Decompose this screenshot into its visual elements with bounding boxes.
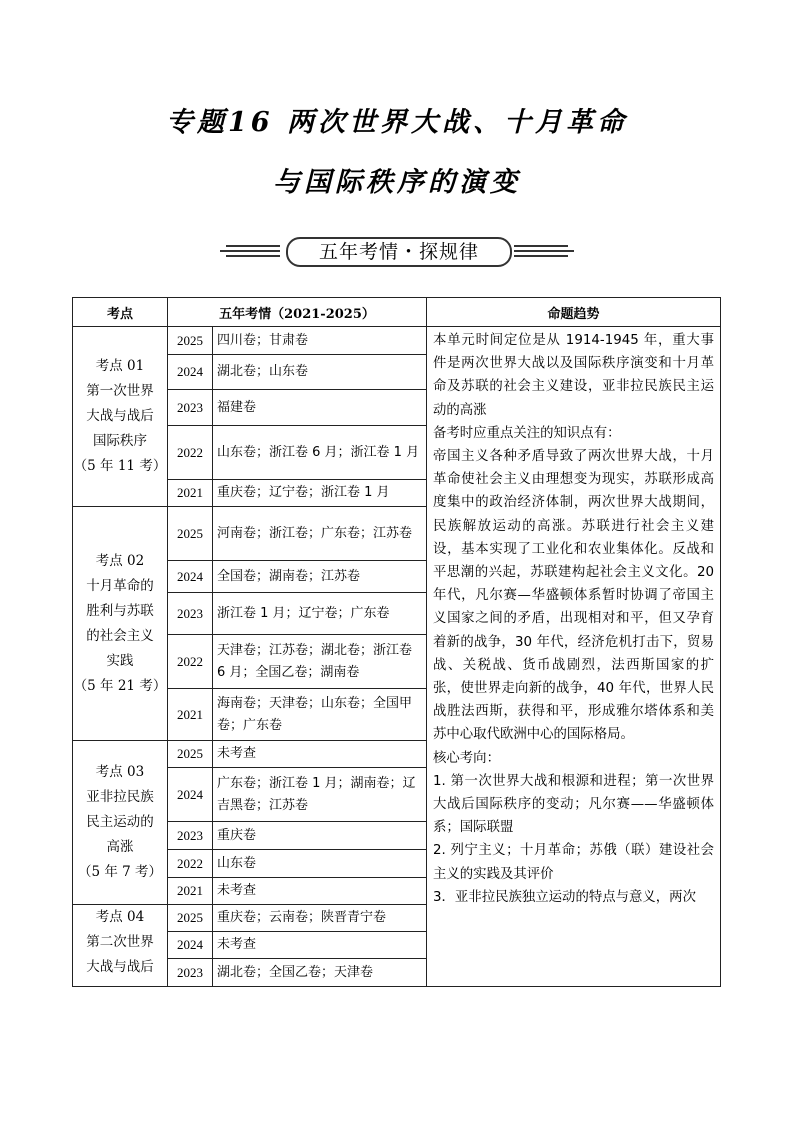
papers-cell: 四川卷；甘肃卷 [213,327,427,355]
trend-cell [427,327,721,987]
kaodian-kaodian: 考点 03 [95,764,145,780]
kaodian-name: 十月革命的 [86,577,154,594]
year-cell: 2021 [168,878,213,905]
trend-paragraph: 帝国主义各种矛盾导致了两次世界大战，十月革命使社会主义由理想变为现实，苏联形成高度集中的政治经济体制，两次世界大战期间，民族解放运动的高涨。苏联进行社会主义建设，基本实现了工业化和农业集体化。反战和平思潮的兴起，苏联建构起社会主义文化。20 年代，凡尔赛—华盛顿体系暂时协调了帝国主义国家之间的矛盾，出现相对和平，但又孕育着新的战争，30 年代，经济危机打击下，贸易战、关税战、货币战剧烈，法西斯国家的扩张，使世界走向新的战争，40 年代，世界人民战胜法西斯，获得和平，形成雅尔塔体系和美苏中心取代欧洲中心的国际格局。 [433,449,715,743]
trend-paragraph: 本单元时间定位是从 1914-1945 年，重大事件是两次世界大战以及国际秩序演变和十月革命及苏联的社会主义建设，亚非拉民族民主运动的高涨 [433,333,715,418]
kaodian-name: 第一次世界 [86,383,154,399]
year-cell: 2022 [168,850,213,878]
papers-cell: 湖北卷；全国乙卷；天津卷 [213,959,427,987]
trend-paragraph: 备考时应重点关注的知识点有： [433,425,621,441]
header-kaodian: 考点 [73,298,168,327]
kaodian-name: 民主运动的 [86,814,154,830]
year-cell: 2021 [168,480,213,507]
year-cell: 2022 [168,426,213,480]
page-title-line1: 专题16 两次世界大战、十月革命 [166,107,628,138]
year-cell: 2023 [168,822,213,850]
trend-paragraph: 1. 第一次世界大战和根源和进程；第一次世界大战后国际秩序的变动；凡尔赛——华盛顿体系；国际联盟 [433,773,715,836]
year-cell: 2024 [168,561,213,593]
papers-cell: 湖北卷；山东卷 [213,355,427,390]
table-row [73,327,721,355]
papers-cell: 重庆卷；云南卷；陕晋青宁卷 [213,905,427,932]
kaodian-name: 亚非拉民族 [86,789,154,805]
header-trend: 命题趋势 [427,298,721,327]
trend-paragraph: 2. 列宁主义；十月革命；苏俄（联）建设社会主义的实践及其评价 [433,843,715,882]
papers-cell: 未考查 [213,878,427,905]
papers-cell: 山东卷；浙江卷 6 月；浙江卷 1 月 [213,426,427,480]
kaodian-name: 国际秩序 [93,433,147,449]
papers-cell: 广东卷；浙江卷 1 月；湖南卷；辽吉黑卷；江苏卷 [213,768,427,822]
kaodian-cell [73,507,168,741]
kaodian-kaodian: 考点 01 [95,358,145,374]
papers-cell: 河南卷；浙江卷；广东卷；江苏卷 [213,507,427,561]
kaodian-count: （5 年 7 考） [77,864,163,880]
kaodian-count: （5 年 11 考） [73,458,167,474]
year-cell: 2025 [168,507,213,561]
kaodian-cell [73,741,168,905]
kaodian-name: 实践 [106,652,134,669]
year-cell: 2021 [168,689,213,741]
kaodian-name: 大战与战后 [86,959,154,975]
banner-left-decoration [220,236,280,268]
year-cell: 2025 [168,905,213,932]
year-cell: 2023 [168,593,213,635]
kaodian-kaodian: 考点 04 [95,909,145,925]
kaodian-name: 第二次世界 [86,934,154,950]
trend-paragraph: 3．亚非拉民族独立运动的特点与意义，两次 [433,889,696,905]
papers-cell: 未考查 [213,932,427,959]
year-cell: 2024 [168,768,213,822]
kaodian-name: 的社会主义 [86,627,154,644]
papers-cell: 海南卷；天津卷；山东卷；全国甲卷；广东卷 [213,689,427,741]
kaodian-cell [73,905,168,987]
papers-cell: 浙江卷 1 月；辽宁卷；广东卷 [213,593,427,635]
kaodian-kaodian: 考点 02 [95,552,145,569]
header-five-year: 五年考情（2021-2025） [168,298,427,327]
papers-cell: 天津卷；江苏卷；湖北卷；浙江卷 6 月；全国乙卷；湖南卷 [213,635,427,689]
kaodian-name: 胜利与苏联 [86,602,154,619]
trend-paragraph: 核心考向： [433,750,500,766]
kaodian-name: 高涨 [106,839,134,855]
banner-right-decoration [514,236,574,268]
exam-analysis-table [72,297,721,987]
papers-cell: 重庆卷 [213,822,427,850]
papers-cell: 重庆卷；辽宁卷；浙江卷 1 月 [213,480,427,507]
year-cell: 2024 [168,355,213,390]
papers-cell: 全国卷；湖南卷；江苏卷 [213,561,427,593]
year-cell: 2025 [168,741,213,768]
year-cell: 2023 [168,390,213,426]
banner-label: 五年考情・探规律 [286,237,512,267]
kaodian-name: 大战与战后 [86,408,154,424]
year-cell: 2023 [168,959,213,987]
page-title-line2: 与国际秩序的演变 [273,167,521,198]
year-cell: 2025 [168,327,213,355]
papers-cell: 福建卷 [213,390,427,426]
year-cell: 2022 [168,635,213,689]
section-banner [220,236,574,268]
papers-cell: 山东卷 [213,850,427,878]
kaodian-cell [73,327,168,507]
papers-cell: 未考查 [213,741,427,768]
kaodian-count: （5 年 21 考） [73,677,167,694]
year-cell: 2024 [168,932,213,959]
